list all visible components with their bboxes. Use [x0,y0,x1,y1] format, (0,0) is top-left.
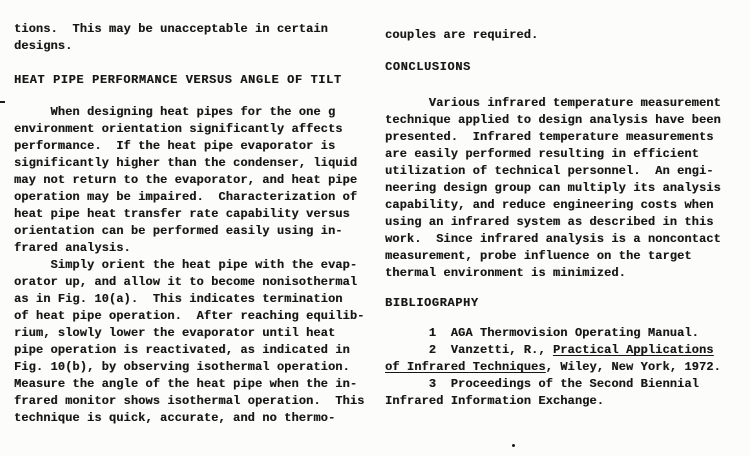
text-line: heat pipe heat transfer rate capability versus [14,207,350,221]
text-line: technique applied to design analysis have been [385,113,721,127]
text-line: neering design group can multiply its analysis [385,181,721,195]
left-column [14,0,370,428]
text-line: measurement, probe influence on the target [385,249,692,263]
text-line: 3 Proceedings of the Second Biennial [385,377,699,391]
text-line: tions. This may be unacceptable in certain [14,22,328,36]
text-segment: , Wiley, New York, 1972. [545,360,721,374]
text-line: thermal environment is minimized. [385,266,626,280]
text-line: technique is quick, accurate, and no thermo- [14,411,336,425]
text-line: orator up, and allow it to become nonisothermal [14,275,358,289]
text-line: pipe operation is reactivated, as indicated in [14,343,350,357]
text-segment: 2 Vanzetti, R., [385,343,553,357]
underlined-book-title: Practical Applications [552,343,714,357]
text-line: frared analysis. [14,241,131,255]
text-line: couples are required. [385,28,539,42]
text-line: of heat pipe operation. After reaching equilib- [14,309,365,323]
right-column [385,0,741,411]
text-line: may not return to the evaporator, and heat pipe [14,173,358,187]
text-line: using an infrared system as described in this [385,215,714,229]
text-line: When designing heat pipes for the one g [14,105,336,119]
text-line: Fig. 10(b), by observing isothermal operation. [14,360,350,374]
text-line [385,343,741,360]
underlined-book-title: of Infrared Techniques [385,360,546,374]
section-heading: CONCLUSIONS [385,60,471,74]
text-line: Infrared Information Exchange. [385,394,605,408]
text-line: environment orientation significantly affects [14,122,343,136]
text-line [385,360,741,377]
text-line: orientation can be performed easily using in- [14,224,343,238]
scan-artifact-dot [512,444,515,447]
text-line: work. Since infrared analysis is a noncontact [385,232,721,246]
text-line: rium, slowly lower the evaporator until heat [14,326,336,340]
text-line: presented. Infrared temperature measurements [385,130,714,144]
scan-artifact-dash [0,101,5,103]
text-line: capability, and reduce engineering costs when [385,198,714,212]
text-line: frared monitor shows isothermal operation. This [14,394,365,408]
text-line: Simply orient the heat pipe with the evap- [14,258,358,272]
text-line: utilization of technical personnel. An engi- [385,164,714,178]
text-line: Various infrared temperature measurement [385,96,721,110]
text-line: Measure the angle of the heat pipe when the in- [14,377,358,391]
section-heading: BIBLIOGRAPHY [385,296,479,310]
text-line: significantly higher than the condenser, liquid [14,156,358,170]
text-line: as in Fig. 10(a). This indicates termination [14,292,343,306]
text-line: performance. If the heat pipe evaporator is [14,139,336,153]
text-line: operation may be impaired. Characterization of [14,190,358,204]
text-line: designs. [14,39,73,53]
section-heading: HEAT PIPE PERFORMANCE VERSUS ANGLE OF TILT [14,73,342,87]
text-line: 1 AGA Thermovision Operating Manual. [385,326,699,340]
text-line: are easily performed resulting in efficient [385,147,699,161]
